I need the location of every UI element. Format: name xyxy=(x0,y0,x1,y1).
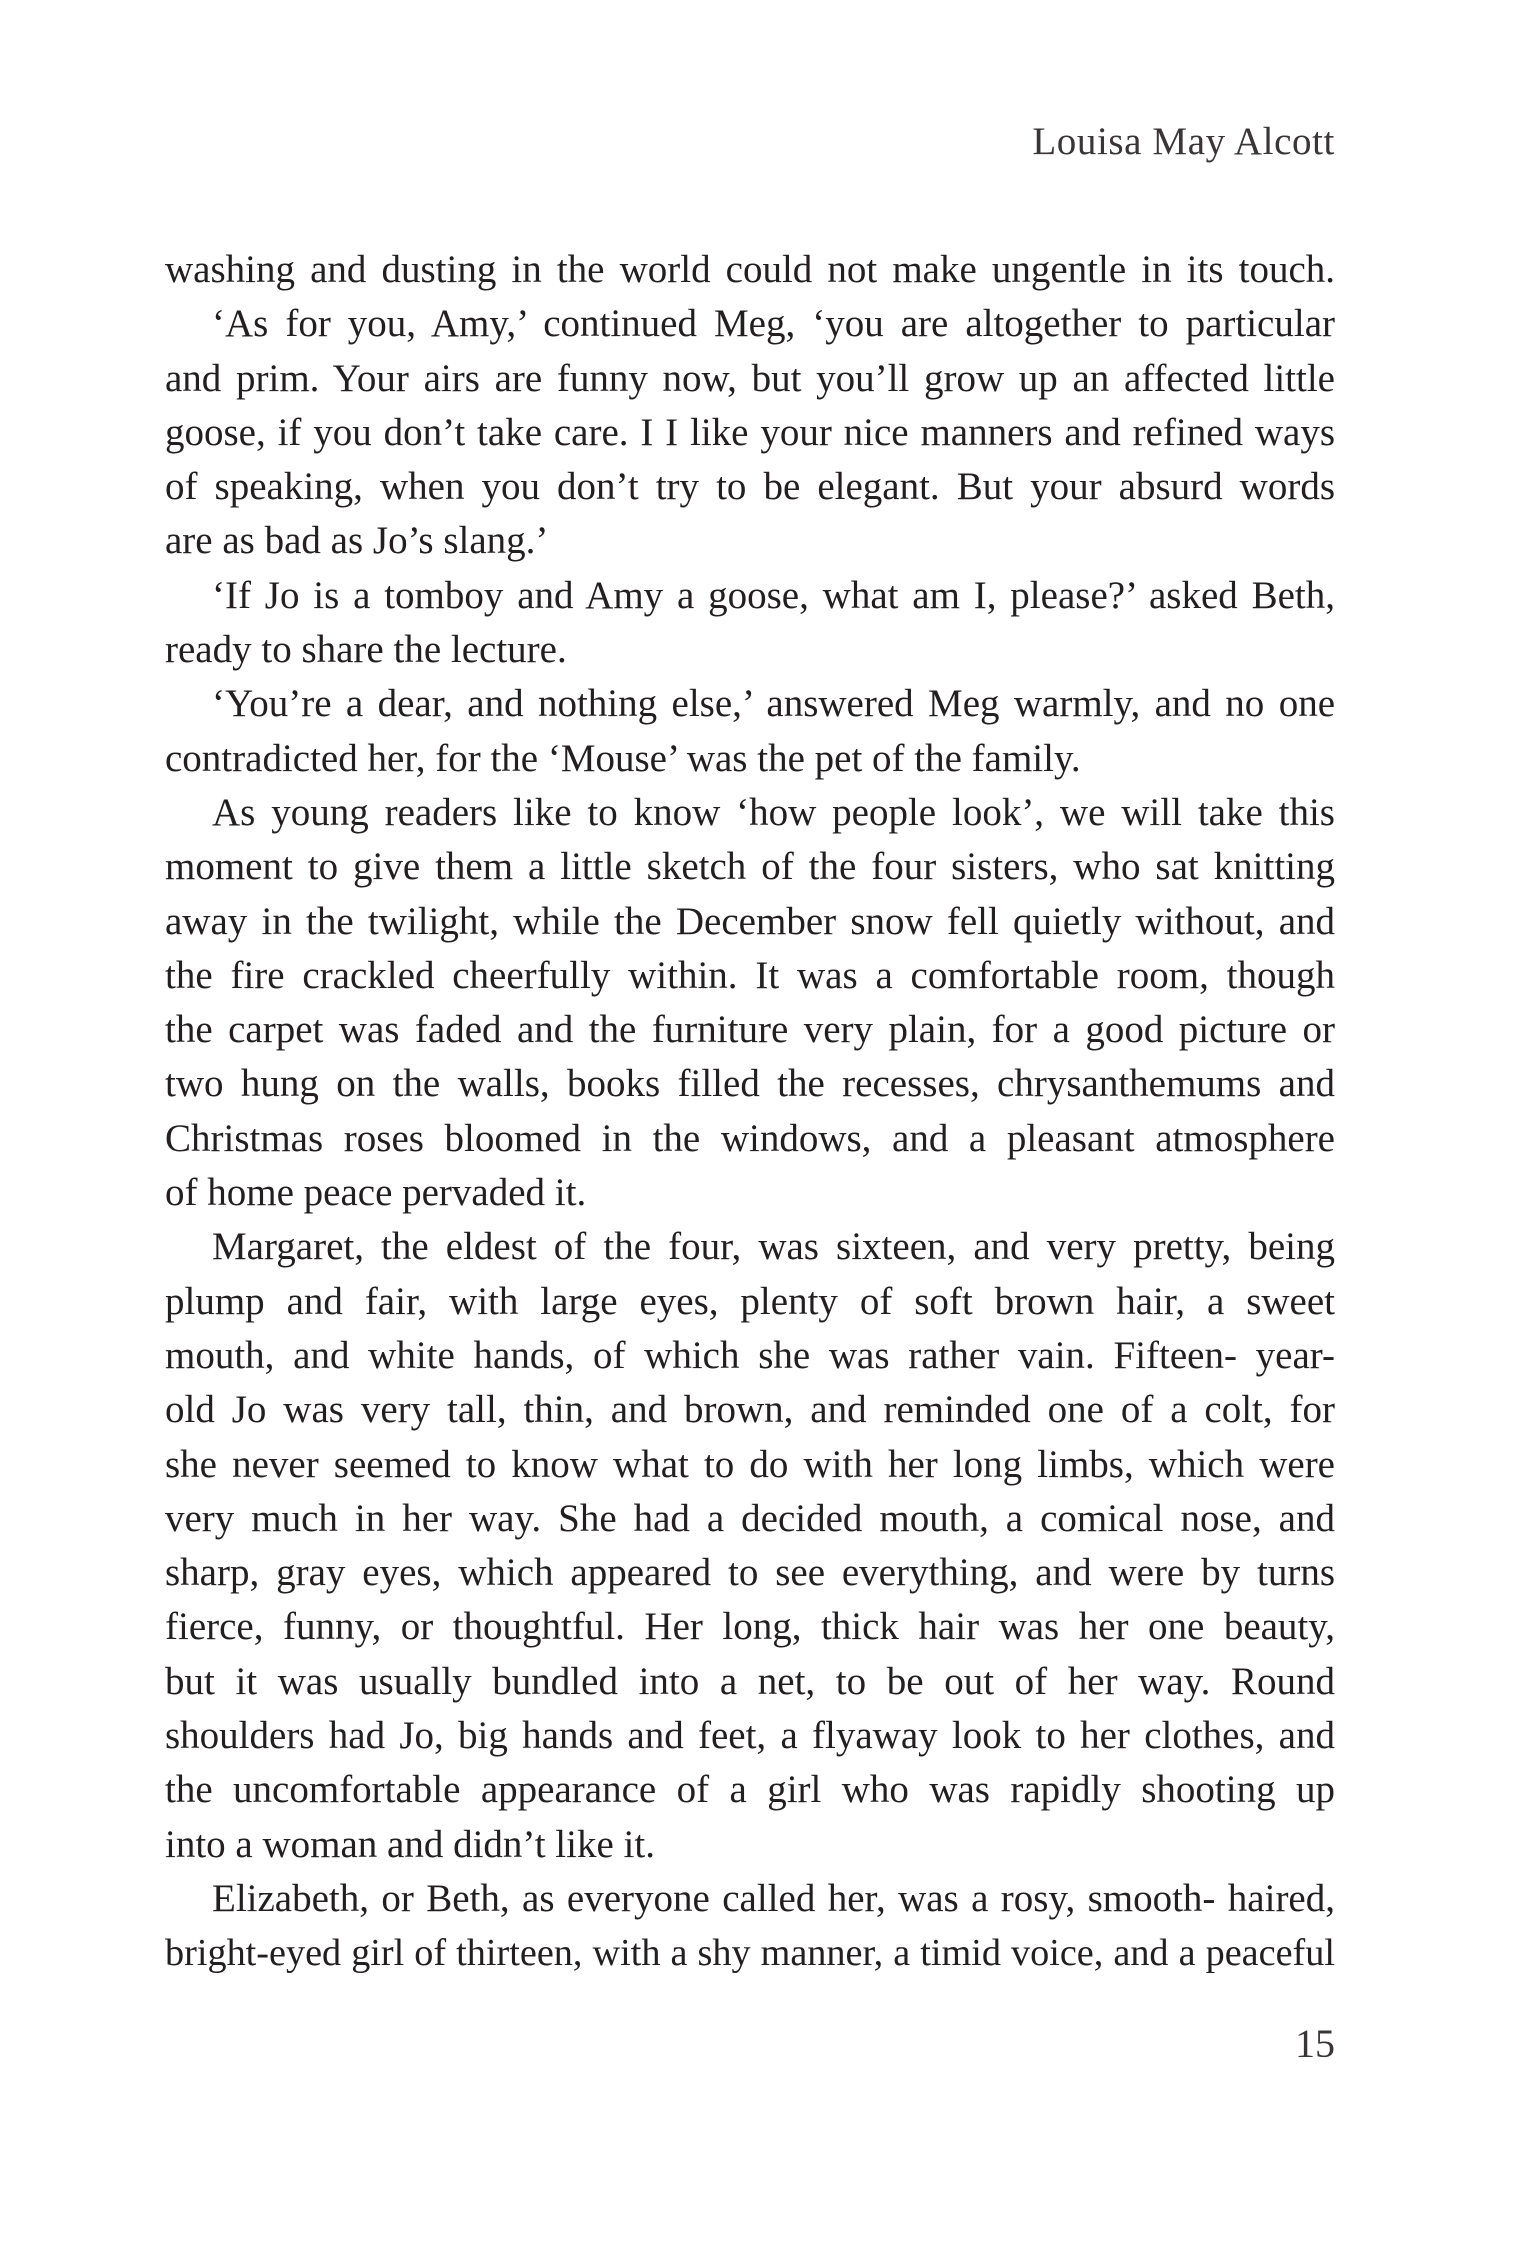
text-line: but it was usually bundled into a net, to be out of her way. Round xyxy=(165,1659,1335,1703)
text-line: the uncomfortable appearance of a girl who was rapidly shooting up xyxy=(165,1768,1335,1812)
text-line: contradicted her, for the ‘Mouse’ was the pet of the family. xyxy=(165,736,1081,780)
text-line: the carpet was faded and the furniture very plain, for a good picture or xyxy=(165,1008,1335,1052)
text-line: of home peace pervaded it. xyxy=(165,1171,587,1215)
text-line: ready to share the lecture. xyxy=(165,628,567,672)
text-line: Elizabeth, or Beth, as everyone called her, was a rosy, smooth- haired, xyxy=(212,1876,1335,1920)
text-line: Margaret, the eldest of the four, was sixteen, and very pretty, being xyxy=(212,1225,1335,1269)
text-line: of speaking, when you don’t try to be elegant. But your absurd words xyxy=(165,465,1335,509)
text-line: she never seemed to know what to do with her long limbs, which were xyxy=(165,1442,1335,1486)
text-line: and prim. Your airs are funny now, but you’ll grow up an affected little xyxy=(165,356,1335,400)
text-line: Christmas roses bloomed in the windows, and a pleasant atmosphere xyxy=(165,1116,1335,1160)
text-line: bright-eyed girl of thirteen, with a shy manner, a timid voice, and a peaceful xyxy=(165,1932,1335,1975)
text-line: moment to give them a little sketch of the four sisters, who sat knitting xyxy=(165,845,1335,889)
text-line: fierce, funny, or thoughtful. Her long, thick hair was her one beauty, xyxy=(165,1605,1335,1649)
text-line: shoulders had Jo, big hands and feet, a flyaway look to her clothes, and xyxy=(165,1714,1335,1758)
running-head: Louisa May Alcott xyxy=(1032,120,1335,163)
page-number: 15 xyxy=(1295,2021,1335,2066)
text-line: ‘You’re a dear, and nothing else,’ answered Meg warmly, and no one xyxy=(212,682,1335,726)
text-line: very much in her way. She had a decided mouth, a comical nose, and xyxy=(165,1496,1335,1540)
text-line: ‘As for you, Amy,’ continued Meg, ‘you are altogether to particular xyxy=(212,302,1335,346)
text-line: washing and dusting in the world could not make ungentle in its touch. xyxy=(165,248,1335,291)
body-text xyxy=(165,243,1335,1981)
text-line: sharp, gray eyes, which appeared to see everything, and were by turns xyxy=(165,1551,1335,1595)
text-line: mouth, and white hands, of which she was rather vain. Fifteen- year- xyxy=(165,1333,1335,1377)
text-line: plump and fair, with large eyes, plenty of soft brown hair, a sweet xyxy=(165,1279,1335,1323)
text-line: goose, if you don’t take care. I I like your nice manners and refined ways xyxy=(165,410,1335,454)
text-line: are as bad as Jo’s slang.’ xyxy=(165,519,549,563)
text-line: into a woman and didn’t like it. xyxy=(165,1822,655,1866)
text-line: ‘If Jo is a tomboy and Amy a goose, what am I, please?’ asked Beth, xyxy=(212,573,1335,617)
text-line: away in the twilight, while the December snow fell quietly without, and xyxy=(165,899,1335,943)
text-line: two hung on the walls, books filled the recesses, chrysanthemums and xyxy=(165,1062,1335,1106)
text-line: As young readers like to know ‘how people look’, we will take this xyxy=(212,790,1335,834)
text-line: the fire crackled cheerfully within. It was a comfortable room, though xyxy=(165,953,1335,997)
text-line: old Jo was very tall, thin, and brown, and reminded one of a colt, for xyxy=(165,1388,1335,1432)
